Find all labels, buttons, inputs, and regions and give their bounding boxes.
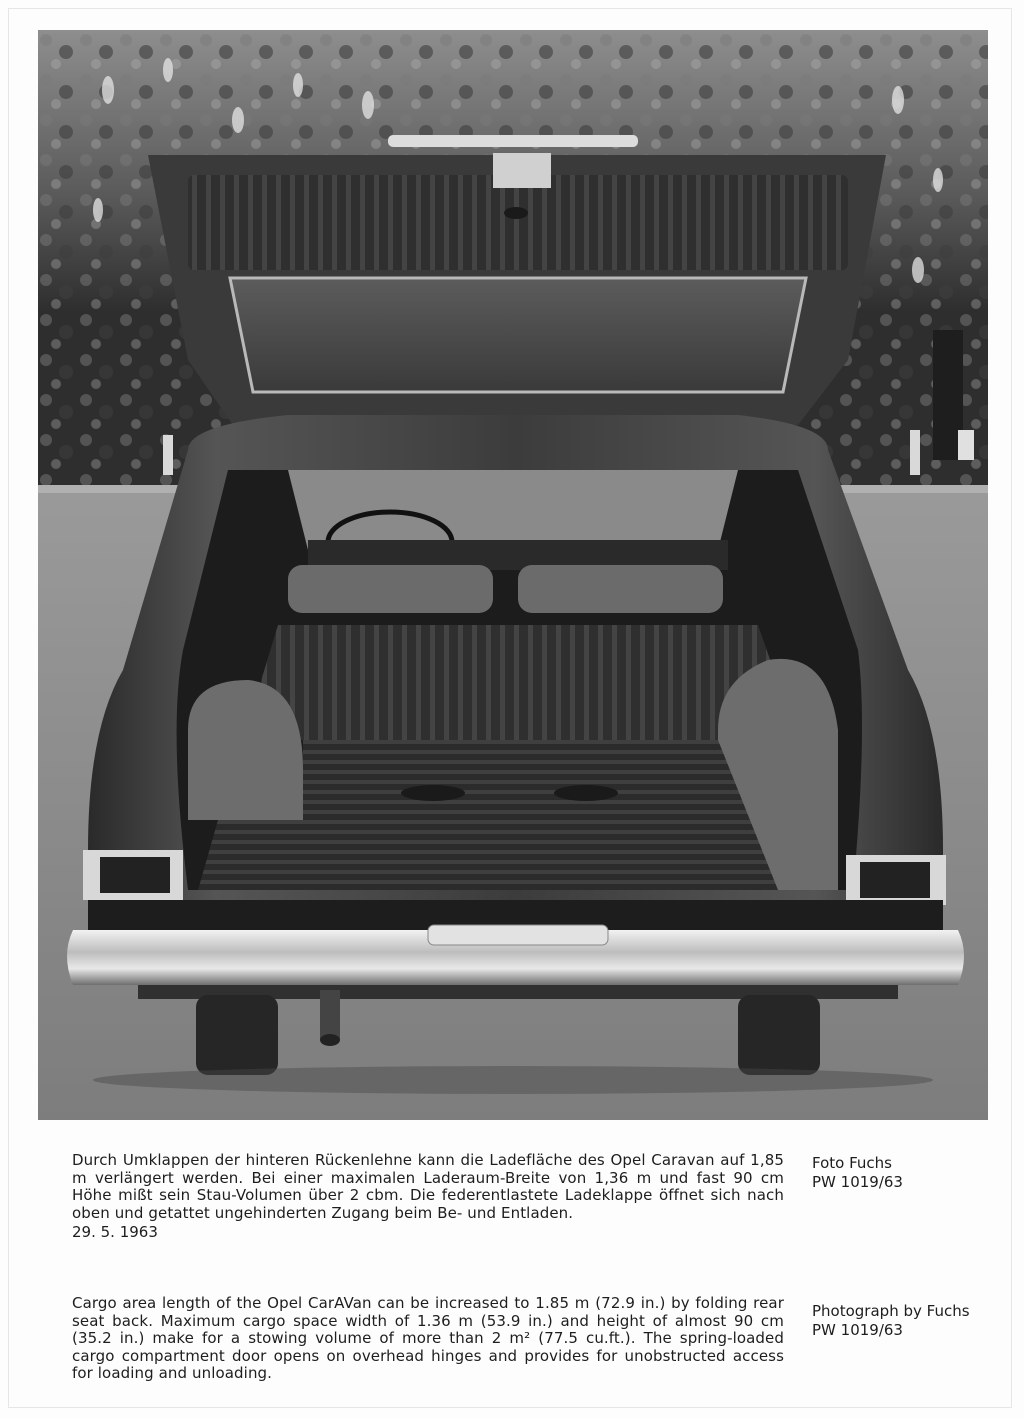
credit-german (812, 1154, 903, 1192)
photo-date: 29. 5. 1963 (72, 1223, 158, 1241)
caption-english: Cargo area length of the Opel CarAVan can be increased to 1.85 m (72.9 in.) by folding rear seat back. Maximum cargo space width of 1.36 m (53.9 in.) and height of almost 90 cm (35.2 in.) make for a stowing volume of more than 2 m² (77.5 cu.ft.). The spring-loaded cargo compartment door opens on overhead hinges and provides for unobstructed access for loading and unloading. (72, 1294, 784, 1382)
car-photograph (38, 30, 988, 1120)
credit-english (812, 1302, 970, 1340)
credit-german-reference: PW 1019/63 (812, 1173, 903, 1191)
credit-german-photographer: Foto Fuchs (812, 1154, 892, 1172)
caption-german: Durch Umklappen der hinteren Rückenlehne kann die Ladefläche des Opel Caravan auf 1,85 m verlängert werden. Bei einer maximalen Laderaum-Breite von 1,36 m und fast 90 cm Höhe mißt sein Stau-Volumen über 2 cbm. Die federentlastete Ladeklappe öffnet sich nach oben und getattet ungehinderten Zugang beim Be- und Entladen. (72, 1151, 784, 1222)
credit-english-photographer: Photograph by Fuchs (812, 1302, 970, 1320)
credit-english-reference: PW 1019/63 (812, 1321, 903, 1339)
opel-caravan-rear-image (38, 30, 988, 1120)
